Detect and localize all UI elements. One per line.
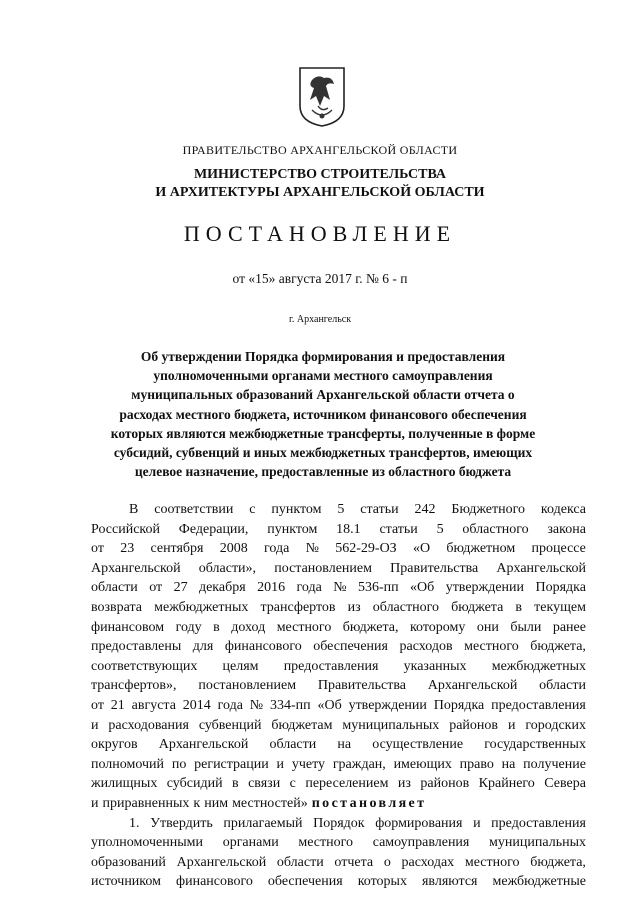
body-word: 2008 xyxy=(219,541,248,557)
body-word: учету xyxy=(291,756,326,772)
body-word: бюджета, xyxy=(342,619,399,635)
body-word: 23 xyxy=(120,541,135,557)
body-word: округов xyxy=(91,737,138,753)
body-word: Архангельской xyxy=(176,854,267,870)
body-word: году xyxy=(175,619,202,635)
body-line xyxy=(91,539,586,559)
body-word: соответствии xyxy=(154,502,234,517)
body-word: бюджетном xyxy=(446,541,516,557)
body-word: Порядка xyxy=(433,697,485,713)
body-word: Федерации, xyxy=(178,521,249,537)
body-line xyxy=(91,794,586,814)
body-word: статьи xyxy=(360,502,399,517)
body-word: уполномоченными xyxy=(91,835,204,851)
body-word: «Об xyxy=(317,697,342,713)
title-line: Об утверждении Порядка формирования и предоставления xyxy=(140,349,506,364)
body-word: года xyxy=(217,697,243,713)
body-word: пунктом xyxy=(267,521,318,537)
body-word: с xyxy=(289,776,296,792)
body-word: года xyxy=(264,541,290,557)
body-word: 5 xyxy=(436,521,444,537)
body-word: полномочий xyxy=(91,756,165,772)
body-word: и xyxy=(473,815,481,831)
body-word: государственных xyxy=(484,737,586,753)
body-word: в xyxy=(515,599,523,615)
body-word: имеющих xyxy=(393,756,452,772)
body-word: декабря xyxy=(198,580,246,596)
body-word: Архангельской xyxy=(496,560,586,576)
body-word: Севера xyxy=(544,776,586,792)
title-line: муниципальных образований Архангельской области отчета о xyxy=(131,387,515,403)
title-line: целевое назначение, предоставленные из областного бюджета xyxy=(134,464,512,480)
document-city: г. Архангельск xyxy=(288,314,352,325)
document-type: ПОСТАНОВЛЕНИЕ xyxy=(183,221,457,246)
body-word: обеспечения xyxy=(313,639,388,655)
ministry-line: И АРХИТЕКТУРЫ АРХАНГЕЛЬСКОЙ ОБЛАСТИ xyxy=(155,185,485,200)
body-word: закона xyxy=(547,521,586,537)
body-word: бюджета, xyxy=(530,854,586,870)
body-word: предоставлены xyxy=(91,639,182,655)
body-word: финансового xyxy=(224,639,302,655)
body-word: утверждении xyxy=(348,697,427,713)
body-word: регистрации xyxy=(194,756,269,772)
body-word: граждан, xyxy=(332,756,386,772)
body-word: городских xyxy=(525,717,586,733)
body-word: области xyxy=(269,737,317,753)
body-word: от xyxy=(91,697,104,713)
body-word: процессе xyxy=(531,541,586,557)
body-word: кодекса xyxy=(540,502,586,517)
body-word: межбюджетных xyxy=(154,599,249,615)
document-body xyxy=(91,500,586,892)
body-word: были xyxy=(510,619,542,635)
body-word: года xyxy=(296,580,322,596)
body-word: они xyxy=(476,619,499,635)
body-word: из xyxy=(397,776,411,792)
ministry-name xyxy=(0,166,640,202)
body-line xyxy=(91,833,586,853)
body-word: утверждении xyxy=(445,580,525,596)
body-word: «Об xyxy=(410,580,435,596)
body-word: Правительства xyxy=(317,678,406,694)
title-line: расходах местного бюджета, источником финансового обеспечения xyxy=(119,406,527,422)
body-word: местного xyxy=(464,639,519,655)
body-word: августа xyxy=(131,697,176,713)
body-word: местностей» xyxy=(232,795,308,811)
body-word: являются xyxy=(421,874,478,890)
body-word: 562-29-ОЗ xyxy=(335,541,397,557)
body-word: и xyxy=(276,756,285,772)
body-word: В xyxy=(129,502,139,517)
body-word: обеспечения xyxy=(267,874,343,890)
body-word: 536-пп xyxy=(357,580,399,596)
body-word: Архангельской xyxy=(158,737,249,753)
government-name: ПРАВИТЕЛЬСТВО АРХАНГЕЛЬСКОЙ ОБЛАСТИ xyxy=(182,143,458,157)
body-line xyxy=(91,814,586,834)
body-word: областного xyxy=(372,599,439,615)
body-word: и xyxy=(91,717,99,733)
body-word: местного xyxy=(276,619,332,635)
body-word: расходования xyxy=(108,717,189,733)
body-line xyxy=(91,696,586,716)
body-word: субвенций xyxy=(198,717,262,733)
body-line xyxy=(91,774,586,794)
body-line xyxy=(91,520,586,540)
body-word: № xyxy=(249,697,264,713)
body-word: отчета xyxy=(334,854,374,870)
body-word: 5 xyxy=(337,502,345,517)
coat-of-arms-icon xyxy=(298,66,346,128)
body-word: и xyxy=(507,717,516,733)
body-word: 334-пп xyxy=(269,697,311,713)
body-word: осуществление xyxy=(372,737,464,753)
body-word: право xyxy=(459,756,494,772)
body-word: и xyxy=(91,795,99,811)
body-word: о xyxy=(383,854,391,870)
body-word: с xyxy=(249,502,256,517)
body-word: 27 xyxy=(173,580,188,596)
body-word: Правительства xyxy=(390,560,479,576)
body-word: приравненных xyxy=(102,795,190,811)
body-word: № xyxy=(305,541,319,557)
body-word: в xyxy=(213,619,220,635)
body-word: постановлением xyxy=(198,678,297,694)
body-word: текущем xyxy=(534,599,586,615)
body-word: на xyxy=(337,737,352,753)
body-word: местного xyxy=(298,835,354,851)
body-word: доход xyxy=(231,619,266,635)
body-word: районов xyxy=(449,717,499,733)
body-word: которых xyxy=(357,874,407,890)
body-word: получение xyxy=(523,756,586,772)
body-word: предоставления xyxy=(283,658,379,674)
body-word: самоуправления xyxy=(372,835,470,851)
body-word: муниципальных xyxy=(489,835,586,851)
body-word: формирования xyxy=(375,815,463,831)
body-line xyxy=(91,618,586,638)
body-word: статьи xyxy=(379,521,418,537)
body-word: бюджетам xyxy=(271,717,333,733)
body-word: муниципальных xyxy=(342,717,440,733)
body-word: Порядок xyxy=(313,815,365,831)
body-word: Российской xyxy=(91,521,160,537)
title-line: которых являются межбюджетные трансферты, полученные в форме xyxy=(110,425,536,441)
body-line xyxy=(91,598,586,618)
body-word: бюджета, xyxy=(530,639,586,655)
body-word: «О xyxy=(412,541,431,557)
body-word: 1. xyxy=(129,815,140,831)
body-word: ранее xyxy=(552,619,586,635)
body-word: от xyxy=(149,580,163,596)
title-line: субсидий, субвенций и иных межбюджетных трансфертов, имеющих xyxy=(113,445,533,461)
body-line xyxy=(91,637,586,657)
body-word: межбюджетные xyxy=(492,874,586,890)
body-word: от xyxy=(91,541,104,557)
body-word: сентября xyxy=(150,541,204,557)
body-word: по xyxy=(171,756,187,772)
body-word: области xyxy=(276,854,324,870)
body-word: 2016 xyxy=(257,580,286,596)
body-word: № xyxy=(333,580,347,596)
body-word: местного xyxy=(464,854,520,870)
body-word: Архангельской xyxy=(91,560,181,576)
body-word: прилагаемый xyxy=(223,815,303,831)
body-word: источником xyxy=(91,874,161,890)
body-word: из xyxy=(347,599,361,615)
body-word: в xyxy=(232,776,239,792)
body-word: соответствующих xyxy=(91,658,198,674)
body-word: постановлением xyxy=(274,560,372,576)
body-word: бюджета xyxy=(451,599,504,615)
body-word: финансового xyxy=(176,874,253,890)
body-word: ним xyxy=(204,795,229,811)
body-word: районов xyxy=(420,776,470,792)
body-word: которому xyxy=(409,619,466,635)
body-word: трансфертов xyxy=(260,599,336,615)
body-word: связи xyxy=(248,776,281,792)
body-word: областного xyxy=(462,521,529,537)
body-word: Крайнего xyxy=(478,776,535,792)
body-word: расходов xyxy=(399,639,453,655)
body-line xyxy=(91,755,586,775)
body-word: к xyxy=(193,795,201,811)
body-word: Утвердить xyxy=(150,815,213,831)
body-word: на xyxy=(501,756,516,772)
body-word: области xyxy=(539,678,586,694)
body-word: жилищных xyxy=(91,776,158,792)
body-line xyxy=(91,657,586,677)
title-line: уполномоченными органами местного самоуправления xyxy=(153,368,493,384)
body-word: области xyxy=(91,580,138,596)
body-word: образований xyxy=(91,854,166,870)
body-word: целям xyxy=(222,658,259,674)
body-word: предоставления xyxy=(491,697,586,713)
body-word: Архангельской xyxy=(427,678,518,694)
body-word: Бюджетного xyxy=(451,502,526,517)
document-title xyxy=(85,347,561,481)
body-word: возврата xyxy=(91,599,143,615)
body-word: предоставления xyxy=(491,815,586,831)
document-number: от «15» августа 2017 г. № 6 - п xyxy=(232,271,408,286)
body-line xyxy=(91,559,586,579)
body-word: области», xyxy=(198,560,257,576)
body-word: Порядка xyxy=(535,580,586,596)
ministry-line: МИНИСТЕРСТВО СТРОИТЕЛЬСТВА xyxy=(193,167,447,182)
body-word: органами xyxy=(222,835,279,851)
body-line xyxy=(91,500,586,520)
body-word: трансфертов», xyxy=(91,678,177,694)
body-word: 18.1 xyxy=(336,521,361,537)
body-line xyxy=(91,735,586,755)
body-line xyxy=(91,716,586,736)
body-word: 21 xyxy=(110,697,125,713)
body-word: финансовом xyxy=(91,619,165,635)
body-line xyxy=(91,872,586,892)
body-word: пунктом xyxy=(271,502,322,517)
body-line xyxy=(91,853,586,873)
body-word: для xyxy=(192,639,214,655)
body-word: переселением xyxy=(305,776,389,792)
body-word: указанных xyxy=(403,658,467,674)
body-word: субсидий xyxy=(166,776,223,792)
body-line xyxy=(91,578,586,598)
body-line xyxy=(91,676,586,696)
body-word: 2014 xyxy=(182,697,211,713)
body-word: 242 xyxy=(414,502,436,517)
body-word: межбюджетных xyxy=(491,658,586,674)
resolution-keyword: постановляет xyxy=(311,795,427,811)
body-word: расходах xyxy=(401,854,455,870)
